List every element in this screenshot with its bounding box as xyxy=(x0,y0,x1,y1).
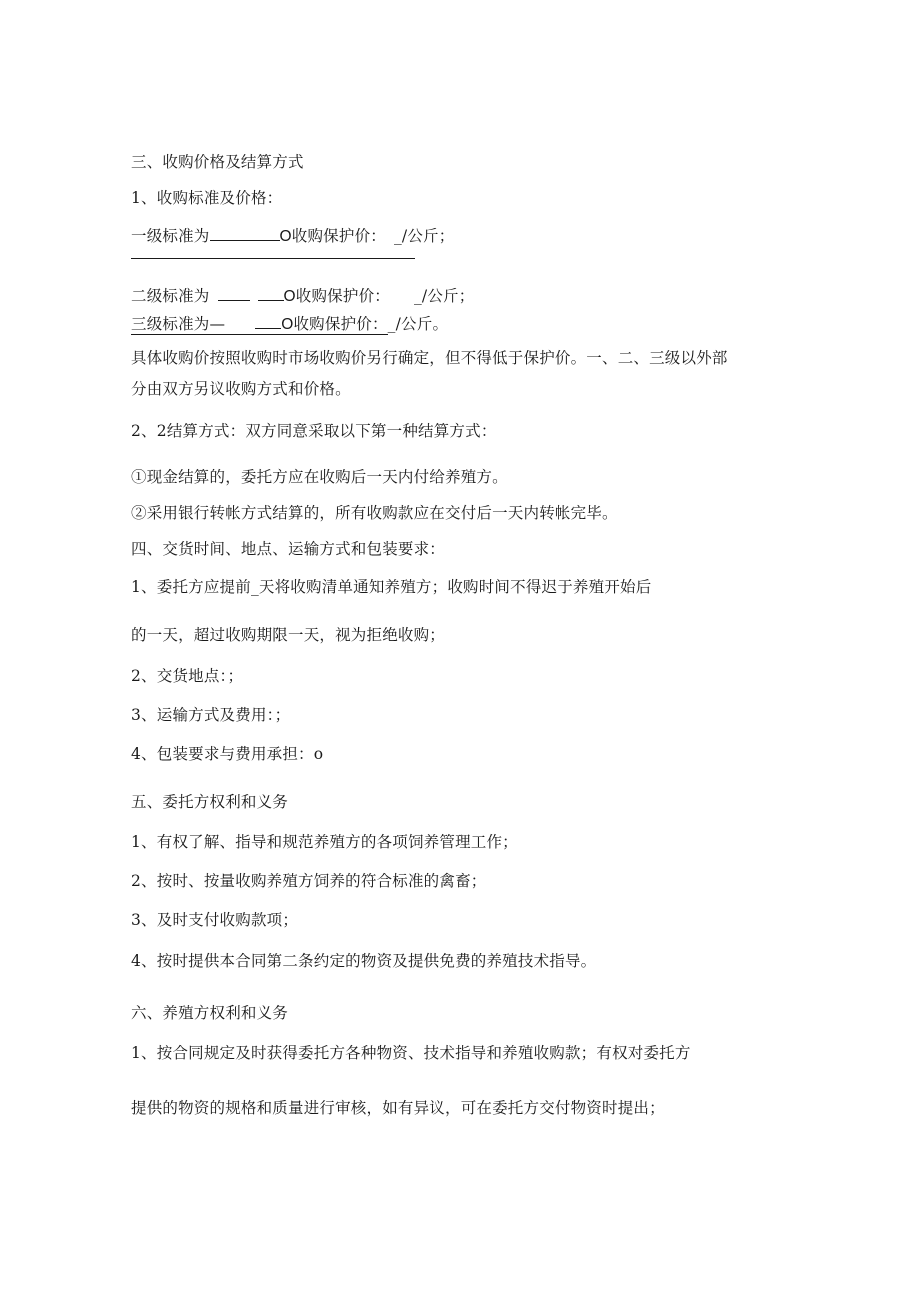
grade-1-protect-label: 收购保护价： xyxy=(291,227,386,245)
grade-1-blank xyxy=(210,225,280,241)
grade-2-row xyxy=(131,285,474,307)
grade-1-label: 一级标准为 xyxy=(131,227,210,245)
grade-1-row xyxy=(131,225,454,247)
grade-3-row xyxy=(131,313,448,335)
section-5-item-1: 1、有权了解、指导和规范养殖方的各项饲养管理工作； xyxy=(131,833,518,851)
settlement-option-2: ②采用银行转帐方式结算的，所有收购款应在交付后一天内转帐完毕。 xyxy=(131,504,618,522)
grade-3-protect-label: 收购保护价： xyxy=(293,315,388,333)
grade-3-unit: _/公斤。 xyxy=(387,315,449,333)
settlement-option-1: ①现金结算的，委托方应在收购后一天内付给养殖方。 xyxy=(131,468,508,486)
section-4-heading: 四、交货时间、地点、运输方式和包装要求： xyxy=(131,540,446,558)
section-3-item-2-title: 2、2结算方式：双方同意采取以下第一种结算方式： xyxy=(131,422,497,440)
grade-2-label: 二级标准为 xyxy=(131,287,210,305)
section-6-item-1-line-2: 提供的物资的规格和质量进行审核，如有异议，可在委托方交付物资时提出； xyxy=(131,1099,665,1117)
divider-rule xyxy=(131,258,415,259)
section-5-item-3: 3、及时支付收购款项； xyxy=(131,911,299,929)
section-6-item-1-line-1: 1、按合同规定及时获得委托方各种物资、技术指导和养殖收购款；有权对委托方 xyxy=(131,1044,691,1062)
grade-3-label: 三级标准为— xyxy=(131,315,226,333)
section-3-heading: 三、收购价格及结算方式 xyxy=(131,153,304,171)
price-note-line-1: 具体收购价按照收购时市场收购价另行确定，但不得低于保护价。一、二、三级以外部 xyxy=(131,349,728,367)
price-note-line-2: 分由双方另议收购方式和价格。 xyxy=(131,380,351,398)
section-4-item-3: 3、运输方式及费用：； xyxy=(131,706,291,724)
section-4-item-1-line-1: 1、委托方应提前_天将收购清单通知养殖方；收购时间不得迟于养殖开始后 xyxy=(131,578,652,596)
section-5-item-4: 4、按时提供本合同第二条约定的物资及提供免费的养殖技术指导。 xyxy=(131,952,597,970)
grade-2-unit: _/公斤； xyxy=(413,287,475,305)
section-4-item-4: 4、包装要求与费用承担：o xyxy=(131,745,324,763)
section-3-item-1-title: 1、收购标准及价格： xyxy=(131,189,283,207)
section-4-item-1-line-2: 的一天，超过收购期限一天，视为拒绝收购； xyxy=(131,626,446,644)
section-5-item-2: 2、按时、按量收购养殖方饲养的符合标准的禽畜； xyxy=(131,872,487,890)
grade-2-blank-b xyxy=(258,285,284,301)
grade-1-unit: _/公斤； xyxy=(393,227,455,245)
section-4-item-2: 2、交货地点：； xyxy=(131,667,244,685)
grade-3-mark: O xyxy=(281,316,294,333)
grade-1-mark: O xyxy=(279,228,292,245)
grade-3-underlined xyxy=(131,315,388,335)
section-6-heading: 六、养殖方权利和义务 xyxy=(131,1004,289,1022)
grade-2-mark: O xyxy=(283,288,296,305)
grade-3-blank xyxy=(255,313,281,329)
grade-2-protect-label: 收购保护价： xyxy=(295,287,390,305)
grade-2-blank-a xyxy=(218,285,250,301)
section-5-heading: 五、委托方权利和义务 xyxy=(131,793,289,811)
